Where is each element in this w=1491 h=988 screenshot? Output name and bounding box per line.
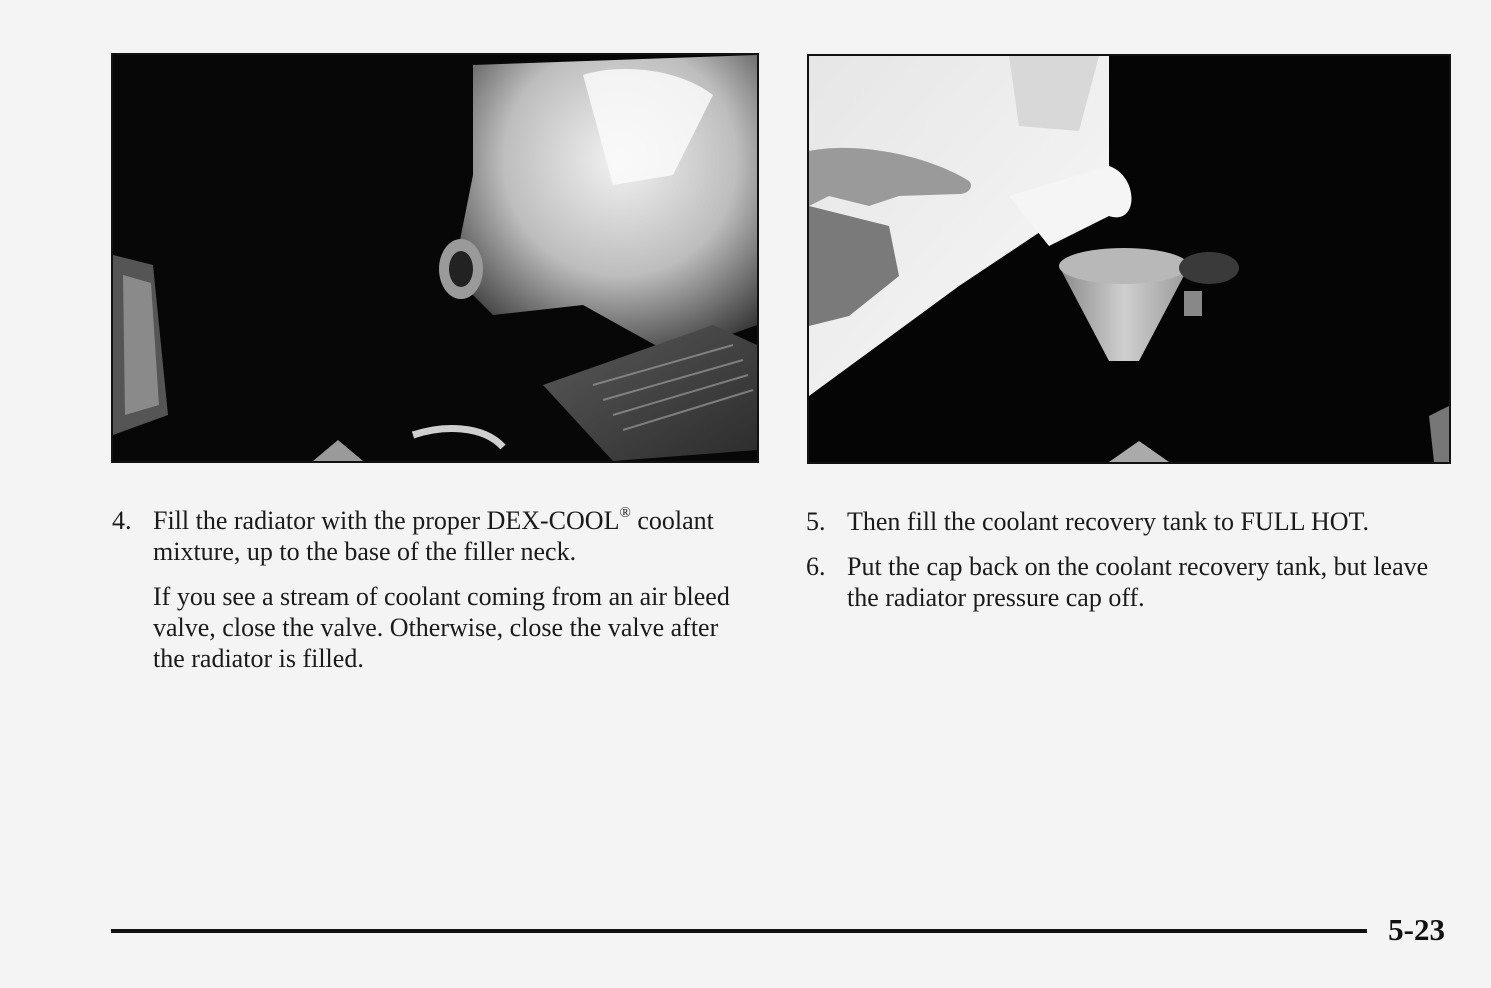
step-6-number: 6. xyxy=(806,552,826,581)
instructions-right-column xyxy=(806,506,1436,627)
step-5-number: 5. xyxy=(806,507,826,536)
radiator-fill-illustration xyxy=(113,55,757,461)
step-4-body xyxy=(153,505,732,674)
footer-rule xyxy=(111,929,1367,933)
step-4-note: If you see a stream of coolant coming from an air bleed valve, close the valve. Otherwise, close the valve after the radiator is filled. xyxy=(153,582,730,673)
step-5-text: Then fill the coolant recovery tank to FULL HOT. xyxy=(847,507,1370,536)
registered-mark: ® xyxy=(619,505,631,521)
step-4 xyxy=(112,505,732,674)
recovery-tank-fill-photo xyxy=(807,54,1451,464)
step-4-text-main: Fill the radiator with the proper DEX-COOL xyxy=(153,506,620,535)
step-5 xyxy=(806,506,1436,537)
step-4-text xyxy=(153,505,732,567)
radiator-fill-photo xyxy=(111,53,759,463)
instructions-left-column xyxy=(112,505,732,688)
step-6 xyxy=(806,551,1436,613)
step-4-number: 4. xyxy=(112,506,132,535)
step-6-text: Put the cap back on the coolant recovery tank, but leave the radiator pressure cap off. xyxy=(847,552,1429,612)
step-4-text-continuation: coolant mixture, up to the base of the filler neck. xyxy=(153,506,714,566)
page-number: 5-23 xyxy=(1388,912,1445,947)
recovery-tank-fill-illustration xyxy=(809,56,1449,462)
